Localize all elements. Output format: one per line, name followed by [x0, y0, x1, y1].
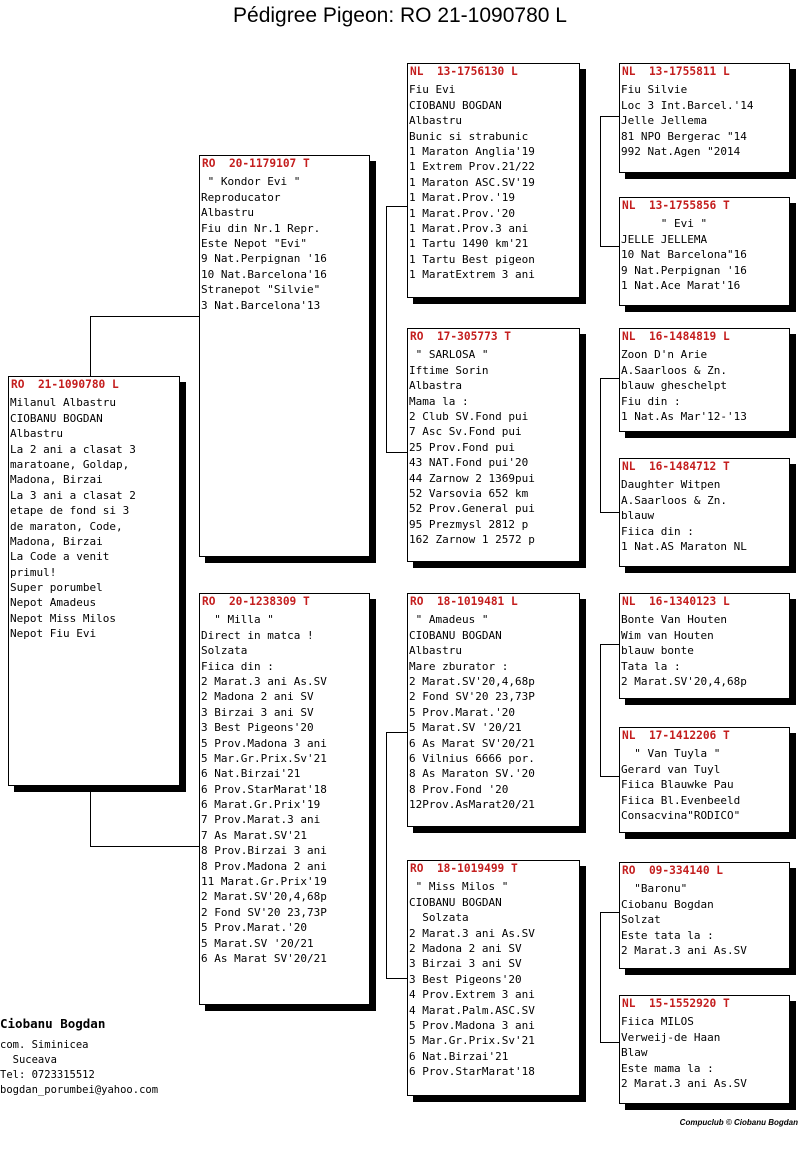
- pedigree-line: CIOBANU BOGDAN: [10, 411, 103, 425]
- sdd-card: [619, 458, 790, 567]
- pedigree-line: 2 Madona 2 ani SV: [409, 941, 522, 955]
- card-body: [621, 79, 789, 159]
- pedigree-line: 9 Nat.Perpignan '16: [201, 252, 327, 266]
- pedigree-line: Solzata: [201, 644, 248, 658]
- pedigree-line: 1 Tartu 1490 km'21: [409, 237, 529, 251]
- pedigree-line: A.Saarloos & Zn.: [621, 363, 727, 377]
- pedigree-line: Ciobanu Bogdan: [621, 897, 714, 911]
- pedigree-line: Fiica Bl.Evenbeeld: [621, 793, 741, 807]
- page-title: Pédigree Pigeon: RO 21-1090780 L: [233, 4, 567, 27]
- pedigree-line: Milanul Albastru: [10, 396, 116, 410]
- pedigree-line: JELLE JELLEMA: [621, 232, 708, 246]
- card-body: [409, 344, 579, 547]
- pedigree-line: Mare zburator :: [409, 659, 509, 673]
- dam-sire-card: [407, 593, 580, 827]
- pedigree-line: " Kondor Evi ": [201, 175, 301, 189]
- dsd-card: [619, 727, 790, 833]
- pedigree-line: maratoane, Goldap,: [10, 457, 130, 471]
- pedigree-line: CIOBANU BOGDAN: [409, 628, 502, 642]
- pedigree-line: 3 Best Pigeons'20: [201, 721, 314, 735]
- pedigree-line: " Van Tuyla ": [621, 747, 721, 761]
- pedigree-line: 1 Nat.As Mar'12-'13: [621, 409, 747, 423]
- ring-number: RO 20-1238309 T: [202, 595, 310, 608]
- pedigree-line: 11 Marat.Gr.Prix'19: [201, 875, 327, 889]
- pedigree-line: 6 Nat.Birzai'21: [409, 1049, 509, 1063]
- pedigree-line: 5 Prov.Marat.'20: [409, 705, 515, 719]
- sds-card: [619, 328, 790, 432]
- pedigree-line: " Evi ": [621, 217, 708, 231]
- card-body: [621, 344, 789, 424]
- pedigree-line: 1 Marat.Prov.'19: [409, 191, 515, 205]
- pedigree-line: 6 As Marat SV'20/21: [409, 736, 535, 750]
- pedigree-line: La 2 ani a clasat 3: [10, 442, 136, 456]
- connector-line: [600, 512, 620, 513]
- pedigree-line: 6 Vilnius 6666 por.: [409, 751, 535, 765]
- pedigree-line: 1 Tartu Best pigeon: [409, 252, 535, 266]
- breeder-address-line: com. Siminicea: [0, 1039, 89, 1051]
- pedigree-line: 1 Nat.AS Maraton NL: [621, 539, 747, 553]
- pedigree-line: 2 Fond SV'20 23,73P: [201, 905, 327, 919]
- connector-line: [600, 116, 620, 117]
- pedigree-line: 162 Zarnow 1 2572 p: [409, 533, 535, 547]
- connector-line: [600, 116, 601, 246]
- pedigree-line: Stranepot "Silvie": [201, 283, 321, 297]
- pedigree-line: Fiica din :: [201, 659, 274, 673]
- connector-line: [90, 846, 200, 847]
- connector-line: [90, 316, 200, 317]
- pedigree-line: Fiica din :: [621, 524, 694, 538]
- card-body: [201, 609, 369, 966]
- pedigree-line: Solzat: [621, 913, 661, 927]
- pedigree-line: 1 Marat.Prov.3 ani: [409, 221, 529, 235]
- pedigree-line: Bonte Van Houten: [621, 613, 727, 627]
- pedigree-line: 81 NPO Bergerac "14: [621, 129, 747, 143]
- pedigree-line: Daughter Witpen: [621, 478, 721, 492]
- pedigree-line: Albastru: [409, 644, 462, 658]
- pedigree-line: 95 Prezmysl 2812 p: [409, 517, 529, 531]
- pedigree-line: CIOBANU BOGDAN: [409, 895, 502, 909]
- breeder-email: bogdan_porumbei@yahoo.com: [0, 1084, 159, 1096]
- pedigree-line: 3 Birzai 3 ani SV: [409, 957, 522, 971]
- connector-line: [90, 786, 91, 846]
- ring-number: RO 18-1019499 T: [410, 862, 518, 875]
- pedigree-line: Super porumbel: [10, 581, 103, 595]
- pedigree-line: 2 Fond SV'20 23,73P: [409, 690, 535, 704]
- connector-line: [386, 732, 387, 978]
- pedigree-line: Consacvina"RODICO": [621, 808, 741, 822]
- pedigree-line: La 3 ani a clasat 2: [10, 488, 136, 502]
- ring-number: NL 15-1552920 T: [622, 997, 730, 1010]
- pedigree-line: 1 Maraton Anglia'19: [409, 144, 535, 158]
- ring-number: NL 13-1755811 L: [622, 65, 730, 78]
- connector-line: [386, 732, 408, 733]
- pedigree-line: Este Nepot "Evi": [201, 236, 307, 250]
- pedigree-line: 5 Mar.Gr.Prix.Sv'21: [201, 751, 327, 765]
- pedigree-line: 5 Marat.SV '20/21: [201, 936, 314, 950]
- pedigree-line: 52 Prov.General pui: [409, 502, 535, 516]
- pedigree-line: 8 Prov.Birzai 3 ani: [201, 844, 327, 858]
- pedigree-line: " Miss Milos ": [409, 880, 509, 894]
- pedigree-line: Albastra: [409, 379, 462, 393]
- connector-line: [90, 316, 91, 376]
- card-body: [621, 609, 789, 689]
- pedigree-line: Zoon D'n Arie: [621, 348, 708, 362]
- dam-card: [199, 593, 370, 1005]
- pedigree-line: 4 Prov.Extrem 3 ani: [409, 988, 535, 1002]
- pedigree-line: 5 Prov.Madona 3 ani: [201, 736, 327, 750]
- pedigree-line: 3 Best Pigeons'20: [409, 972, 522, 986]
- connector-line: [600, 912, 620, 913]
- footer-credit: Compuclub © Ciobanu Bogdan: [679, 1118, 798, 1127]
- subject-pigeon-card: [8, 376, 180, 786]
- dam-dam-card: [407, 860, 580, 1096]
- ring-number: NL 17-1412206 T: [622, 729, 730, 742]
- card-body: [10, 392, 179, 641]
- pedigree-line: Iftime Sorin: [409, 363, 489, 377]
- pedigree-line: Verweij-de Haan: [621, 1030, 721, 1044]
- ring-number: RO 20-1179107 T: [202, 157, 310, 170]
- pedigree-line: Blaw: [621, 1046, 648, 1060]
- connector-line: [600, 776, 620, 777]
- pedigree-line: La Code a venit: [10, 550, 110, 564]
- pedigree-line: 7 Asc Sv.Fond pui: [409, 425, 522, 439]
- pedigree-line: Solzata: [409, 911, 469, 925]
- pedigree-line: 1 MaratExtrem 3 ani: [409, 268, 535, 282]
- pedigree-line: 1 Nat.Ace Marat'16: [621, 278, 741, 292]
- connector-line: [600, 912, 601, 1042]
- pedigree-line: " SARLOSA ": [409, 348, 489, 362]
- pedigree-line: 5 Marat.SV '20/21: [409, 721, 522, 735]
- card-body: [621, 1011, 789, 1091]
- pedigree-line: Jelle Jellema: [621, 114, 708, 128]
- pedigree-line: 3 Nat.Barcelona'13: [201, 298, 321, 312]
- breeder-address-line: Suceava: [0, 1054, 57, 1066]
- pedigree-line: 43 NAT.Fond pui'20: [409, 456, 529, 470]
- card-body: [621, 474, 789, 554]
- pedigree-line: 2 Marat.SV'20,4,68p: [621, 674, 747, 688]
- ring-number: RO 17-305773 T: [410, 330, 512, 343]
- pedigree-line: 6 Marat.Gr.Prix'19: [201, 798, 321, 812]
- pedigree-line: Nepot Miss Milos: [10, 611, 116, 625]
- card-body: [409, 79, 579, 282]
- dds-card: [619, 862, 790, 969]
- ddd-card: [619, 995, 790, 1104]
- connector-line: [600, 1042, 620, 1043]
- pedigree-line: 3 Birzai 3 ani SV: [201, 705, 314, 719]
- card-body: [409, 609, 579, 812]
- pedigree-line: " Amadeus ": [409, 613, 489, 627]
- ring-number: NL 13-1756130 L: [410, 65, 518, 78]
- pedigree-line: 6 Nat.Birzai'21: [201, 767, 301, 781]
- ssd-card: [619, 197, 790, 306]
- breeder-name: Ciobanu Bogdan: [0, 1016, 106, 1031]
- pedigree-line: 12Prov.AsMarat20/21: [409, 798, 535, 812]
- card-body: [621, 878, 789, 958]
- sire-sire-card: [407, 63, 580, 298]
- pedigree-line: Este tata la :: [621, 928, 714, 942]
- pedigree-line: Madona, Birzai: [10, 534, 103, 548]
- sire-dam-card: [407, 328, 580, 562]
- pedigree-line: 4 Marat.Palm.ASC.SV: [409, 1003, 535, 1017]
- pedigree-line: 5 Prov.Madona 3 ani: [409, 1018, 535, 1032]
- pedigree-line: Loc 3 Int.Barcel.'14: [621, 98, 754, 112]
- pedigree-line: 7 As Marat.SV'21: [201, 828, 307, 842]
- connector-line: [386, 978, 408, 979]
- ring-number: NL 16-1340123 L: [622, 595, 730, 608]
- pedigree-line: 2 Marat.SV'20,4,68p: [201, 890, 327, 904]
- pedigree-line: Reproducator: [201, 190, 281, 204]
- pedigree-line: 5 Mar.Gr.Prix.Sv'21: [409, 1034, 535, 1048]
- pedigree-line: A.Saarloos & Zn.: [621, 493, 727, 507]
- pedigree-line: Nepot Fiu Evi: [10, 627, 97, 641]
- pedigree-line: 6 As Marat SV'20/21: [201, 951, 327, 965]
- connector-line: [600, 378, 601, 512]
- pedigree-line: " Milla ": [201, 613, 274, 627]
- card-body: [409, 876, 579, 1079]
- pedigree-line: 2 Marat.3 ani As.SV: [201, 674, 327, 688]
- pedigree-line: 992 Nat.Agen "2014: [621, 144, 741, 158]
- sss-card: [619, 63, 790, 173]
- ring-number: RO 09-334140 L: [622, 864, 724, 877]
- pedigree-line: Fiica Blauwke Pau: [621, 778, 734, 792]
- connector-line: [386, 206, 387, 452]
- card-body: [621, 743, 789, 823]
- pedigree-line: 8 Prov.Madona 2 ani: [201, 859, 327, 873]
- pedigree-line: 1 Marat.Prov.'20: [409, 206, 515, 220]
- breeder-phone: Tel: 0723315512: [0, 1069, 95, 1081]
- ring-number: RO 18-1019481 L: [410, 595, 518, 608]
- pedigree-line: Direct in matca !: [201, 628, 314, 642]
- pedigree-line: primul!: [10, 565, 57, 579]
- pedigree-line: 2 Club SV.Fond pui: [409, 409, 529, 423]
- pedigree-line: Wim van Houten: [621, 628, 714, 642]
- card-body: [621, 213, 789, 293]
- connector-line: [600, 378, 620, 379]
- pedigree-line: blauw bonte: [621, 644, 694, 658]
- pedigree-line: Fiu Silvie: [621, 83, 688, 97]
- pedigree-line: Fiu din :: [621, 394, 681, 408]
- connector-line: [386, 452, 408, 453]
- card-body: [201, 171, 369, 313]
- connector-line: [600, 644, 620, 645]
- pedigree-line: 9 Nat.Perpignan '16: [621, 263, 747, 277]
- pedigree-line: "Baronu": [621, 882, 688, 896]
- pedigree-line: 6 Prov.StarMarat'18: [409, 1065, 535, 1079]
- sire-card: [199, 155, 370, 557]
- pedigree-line: CIOBANU BOGDAN: [409, 98, 502, 112]
- ring-number: NL 16-1484712 T: [622, 460, 730, 473]
- pedigree-line: 7 Prov.Marat.3 ani: [201, 813, 321, 827]
- pedigree-line: blauw: [621, 509, 655, 523]
- pedigree-line: 2 Marat.SV'20,4,68p: [409, 674, 535, 688]
- pedigree-line: Albastru: [10, 427, 63, 441]
- pedigree-line: de maraton, Code,: [10, 519, 123, 533]
- connector-line: [600, 246, 620, 247]
- pedigree-line: 2 Marat.3 ani As.SV: [409, 926, 535, 940]
- pedigree-line: 44 Zarnow 2 1369pui: [409, 471, 535, 485]
- pedigree-line: Madona, Birzai: [10, 473, 103, 487]
- pedigree-line: Fiu Evi: [409, 83, 456, 97]
- pedigree-line: Fiica MILOS: [621, 1015, 694, 1029]
- pedigree-line: Este mama la :: [621, 1061, 714, 1075]
- connector-line: [386, 206, 408, 207]
- pedigree-line: 10 Nat.Barcelona'16: [201, 267, 327, 281]
- pedigree-line: blauw gheschelpt: [621, 379, 727, 393]
- pedigree-line: etape de fond si 3: [10, 504, 130, 518]
- pedigree-line: 25 Prov.Fond pui: [409, 440, 515, 454]
- pedigree-line: 2 Madona 2 ani SV: [201, 690, 314, 704]
- pedigree-line: Fiu din Nr.1 Repr.: [201, 221, 321, 235]
- dss-card: [619, 593, 790, 699]
- pedigree-line: 6 Prov.StarMarat'18: [201, 782, 327, 796]
- pedigree-line: Mama la :: [409, 394, 469, 408]
- pedigree-line: 10 Nat Barcelona"16: [621, 248, 747, 262]
- ring-number: NL 13-1755856 T: [622, 199, 730, 212]
- pedigree-line: 5 Prov.Marat.'20: [201, 921, 307, 935]
- pedigree-line: 8 Prov.Fond '20: [409, 782, 509, 796]
- pedigree-line: 2 Marat.3 ani As.SV: [621, 943, 747, 957]
- pedigree-line: Nepot Amadeus: [10, 596, 97, 610]
- ring-number: NL 16-1484819 L: [622, 330, 730, 343]
- pedigree-line: 1 Extrem Prov.21/22: [409, 160, 535, 174]
- pedigree-line: Gerard van Tuyl: [621, 762, 721, 776]
- pedigree-line: 1 Maraton ASC.SV'19: [409, 175, 535, 189]
- pedigree-line: 8 As Maraton SV.'20: [409, 767, 535, 781]
- pedigree-line: 2 Marat.3 ani As.SV: [621, 1076, 747, 1090]
- connector-line: [600, 644, 601, 776]
- ring-number: RO 21-1090780 L: [11, 378, 119, 391]
- pedigree-line: Tata la :: [621, 659, 681, 673]
- pedigree-line: Albastru: [201, 206, 254, 220]
- pedigree-line: 52 Varsovia 652 km: [409, 486, 529, 500]
- breeder-info: [0, 1016, 158, 1098]
- pedigree-line: Albastru: [409, 114, 462, 128]
- pedigree-line: Bunic si strabunic: [409, 129, 529, 143]
